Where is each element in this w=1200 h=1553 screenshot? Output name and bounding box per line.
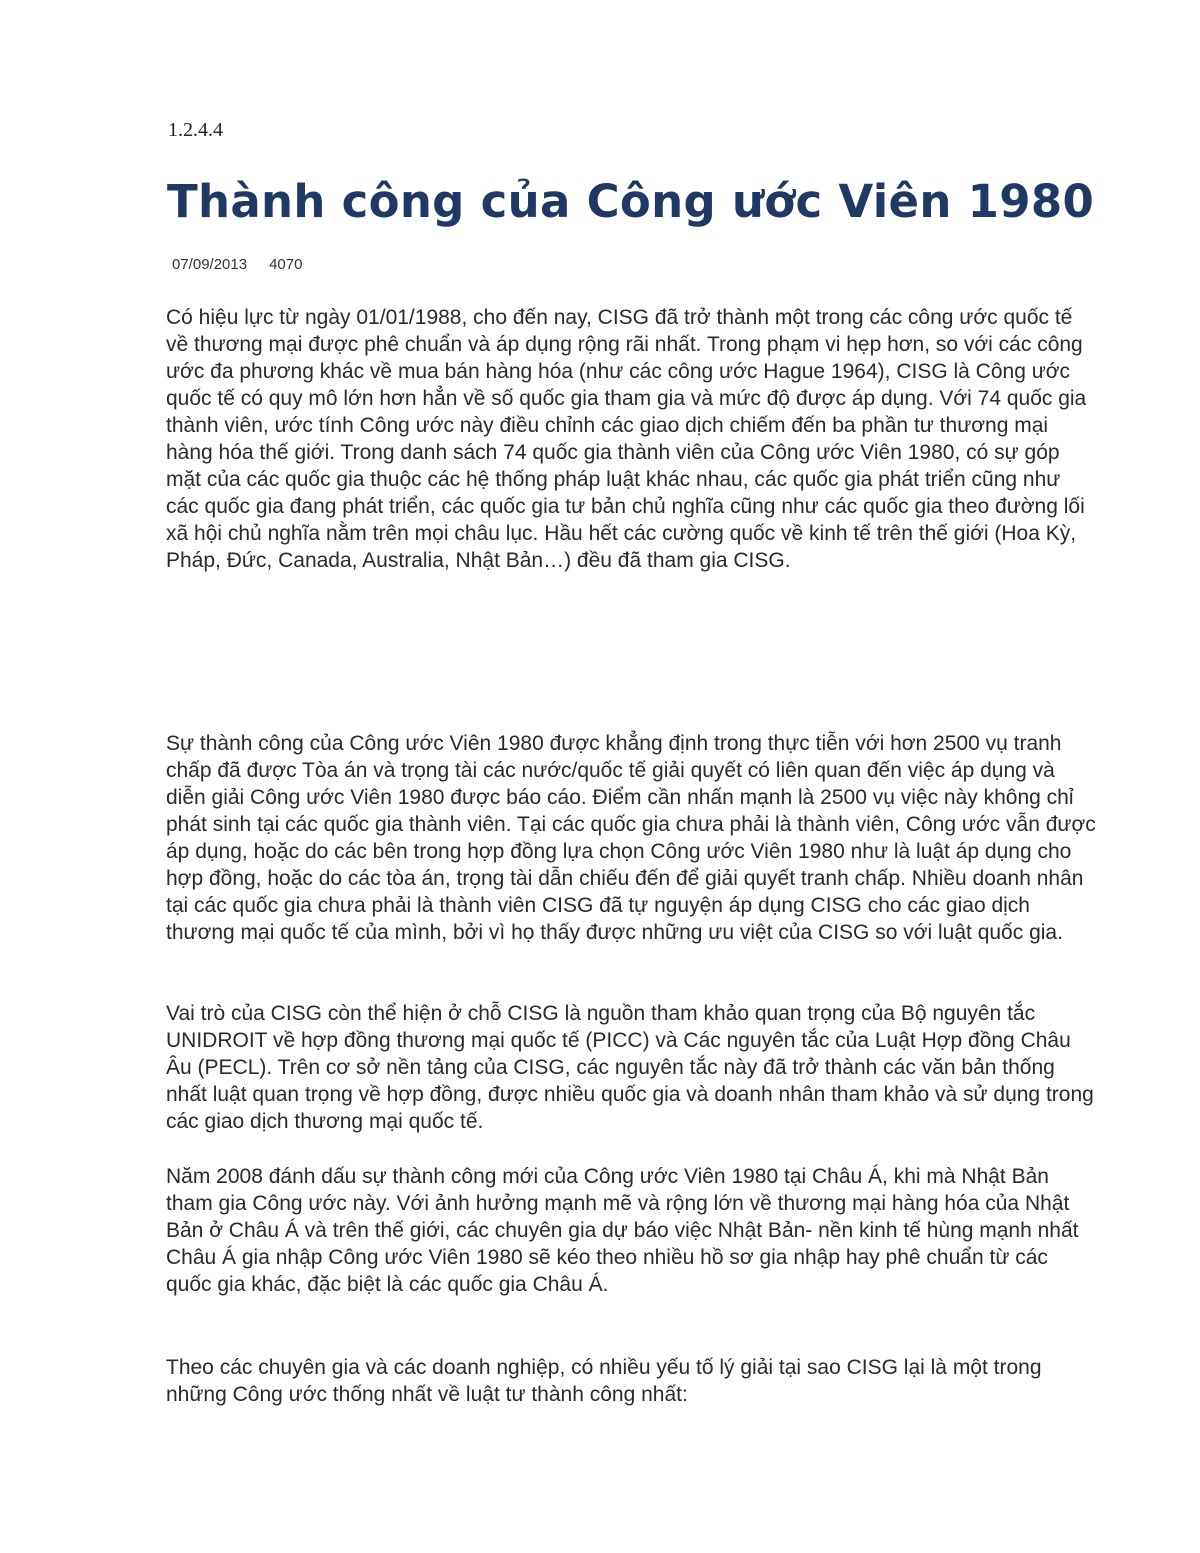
view-count: 4070 (269, 256, 303, 273)
publish-date: 07/09/2013 (172, 256, 248, 273)
body-paragraph-5: Theo các chuyên gia và các doanh nghiệp, có nhiều yếu tố lý giải tại sao CISG lại là một trong những Công ước thống nhất về luật tư thành công nhất: (166, 1356, 1042, 1406)
article-meta (172, 256, 302, 273)
section-number: 1.2.4.4 (168, 119, 223, 141)
body-paragraph-2: Sự thành công của Công ước Viên 1980 được khẳng định trong thực tiễn với hơn 2500 vụ tranh chấp đã được Tòa án và trọng tài các nước/quốc tế giải quyết có liên quan đến việc áp dụng và diễn giải Công ước Viên 1980 được báo cáo. Điểm cần nhấn mạnh là 2500 vụ việc này không chỉ phát sinh tại các quốc gia thành viên. Tại các quốc gia chưa phải là thành viên, Công ước vẫn được áp dụng, hoặc do các bên trong hợp đồng lựa chọn Công ước Viên 1980 như là luật áp dụng cho hợp đồng, hoặc do các tòa án, trọng tài dẫn chiếu đến để giải quyết tranh chấp. Nhiều doanh nhân tại các quốc gia chưa phải là thành viên CISG đã tự nguyện áp dụng CISG cho các giao dịch thương mại quốc tế của mình, bởi vì họ thấy được những ưu việt của CISG so với luật quốc gia. (166, 732, 1096, 944)
article-title: Thành công của Công ước Viên 1980 (167, 175, 1095, 228)
body-paragraph-3: Vai trò của CISG còn thể hiện ở chỗ CISG là nguồn tham khảo quan trọng của Bộ nguyên tắc UNIDROIT về hợp đồng thương mại quốc tế (PICC) và Các nguyên tắc của Luật Hợp đồng Châu Âu (PECL). Trên cơ sở nền tảng của CISG, các nguyên tắc này đã trở thành các văn bản thống nhất luật quan trọng về hợp đồng, được nhiều quốc gia và doanh nhân tham khảo và sử dụng trong các giao dịch thương mại quốc tế. (166, 1002, 1094, 1133)
body-paragraph-4: Năm 2008 đánh dấu sự thành công mới của Công ước Viên 1980 tại Châu Á, khi mà Nhật Bản tham gia Công ước này. Với ảnh hưởng mạnh mẽ và rộng lớn về thương mại hàng hóa của Nhật Bản ở Châu Á và trên thế giới, các chuyên gia dự báo việc Nhật Bản- nền kinh tế hùng mạnh nhất Châu Á gia nhập Công ước Viên 1980 sẽ kéo theo nhiều hồ sơ gia nhập hay phê chuẩn từ các quốc gia khác, đặc biệt là các quốc gia Châu Á. (166, 1165, 1079, 1296)
body-paragraph-1: Có hiệu lực từ ngày 01/01/1988, cho đến nay, CISG đã trở thành một trong các công ước quốc tế về thương mại được phê chuẩn và áp dụng rộng rãi nhất. Trong phạm vi hẹp hơn, so với các công ước đa phương khác về mua bán hàng hóa (như các công ước Hague 1964), CISG là Công ước quốc tế có quy mô lớn hơn hẳn về số quốc gia tham gia và mức độ được áp dụng. Với 74 quốc gia thành viên, ước tính Công ước này điều chỉnh các giao dịch chiếm đến ba phần tư thương mại hàng hóa thế giới. Trong danh sách 74 quốc gia thành viên của Công ước Viên 1980, có sự góp mặt của các quốc gia thuộc các hệ thống pháp luật khác nhau, các quốc gia phát triển cũng như các quốc gia đang phát triển, các quốc gia tư bản chủ nghĩa cũng như các quốc gia theo đường lối xã hội chủ nghĩa nằm trên mọi châu lục. Hầu hết các cường quốc về kinh tế trên thế giới (Hoa Kỳ, Pháp, Đức, Canada, Australia, Nhật Bản…) đều đã tham gia CISG. (166, 306, 1087, 572)
